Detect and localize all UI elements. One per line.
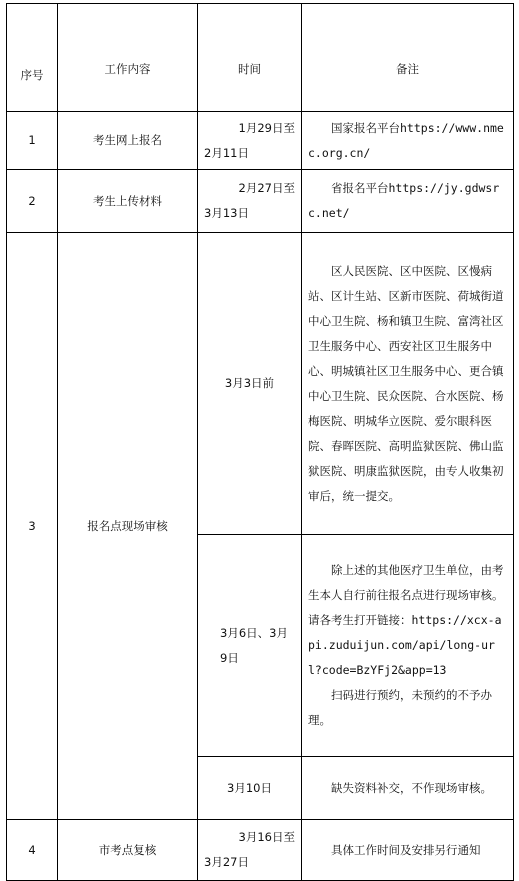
row-time (198, 112, 302, 170)
row-note (302, 170, 514, 233)
time-line-2: 3月13日 (204, 206, 249, 220)
note-text-2: 扫码进行预约，未预约的不予办理。 (308, 688, 492, 727)
note-text: 具体工作时间及安排另行通知 (331, 842, 481, 857)
row-content: 市考点复核 (58, 820, 198, 881)
header-content: 工作内容 (58, 4, 198, 112)
table-row (7, 820, 514, 881)
table-row (7, 233, 514, 535)
header-time: 时间 (198, 4, 302, 112)
header-note: 备注 (302, 4, 514, 112)
row-note (302, 757, 514, 820)
row-time: 3月10日 (198, 757, 302, 820)
table-row (7, 170, 514, 233)
header-no: 序号 (7, 4, 58, 112)
note-text: 区人民医院、区中医院、区慢病站、区计生站、区新市医院、荷城街道中心卫生院、杨和镇卫生院、富湾社区卫生服务中心、西安社区卫生服务中心、明城镇社区卫生服务中心、更合镇中心卫生院、民众医院、合水医院、杨梅医院、明城华立医院、爱尔眼科医院、春晖医院、高明监狱医院、佛山监狱医院、明康监狱医院，由专人收集初审后，统一提交。 (308, 263, 504, 503)
row-content: 报名点现场审核 (58, 233, 198, 820)
table-header-row (7, 4, 514, 112)
row-no: 3 (7, 233, 58, 820)
row-content: 考生上传材料 (58, 170, 198, 233)
table-row (7, 112, 514, 170)
row-note (302, 820, 514, 881)
row-time: 3月3日前 (198, 233, 302, 535)
time-line-2: 2月11日 (204, 145, 249, 160)
row-time (198, 170, 302, 233)
row-time (198, 820, 302, 881)
row-note (302, 535, 514, 757)
note-text: 省报名平台https://jy.gdwsrc.net/ (308, 181, 500, 220)
time-line-1: 1月29日至 (238, 120, 295, 135)
note-text: 除上述的其他医疗卫生单位，由考生本人自行前往报名点进行现场审核。请各考生打开链接：https://xcx-api.zuduijun.com/api/long-url?code=BzYFj2&app=13 (308, 563, 504, 677)
row-note (302, 233, 514, 535)
note-text: 国家报名平台https://www.nmec.org.cn/ (308, 120, 504, 160)
row-no: 2 (7, 170, 58, 233)
schedule-table (6, 3, 514, 881)
row-note (302, 112, 514, 170)
time-line-1: 2月27日至 (238, 181, 295, 195)
row-content: 考生网上报名 (58, 112, 198, 170)
note-text: 缺失资料补交，不作现场审核。 (331, 780, 492, 795)
time-line-1: 3月16日至 (238, 830, 295, 844)
schedule-table-container (6, 3, 514, 881)
row-no: 1 (7, 112, 58, 170)
time-line-2: 3月27日 (204, 855, 249, 869)
row-time: 3月6日、3月9日 (198, 535, 302, 757)
row-no: 4 (7, 820, 58, 881)
